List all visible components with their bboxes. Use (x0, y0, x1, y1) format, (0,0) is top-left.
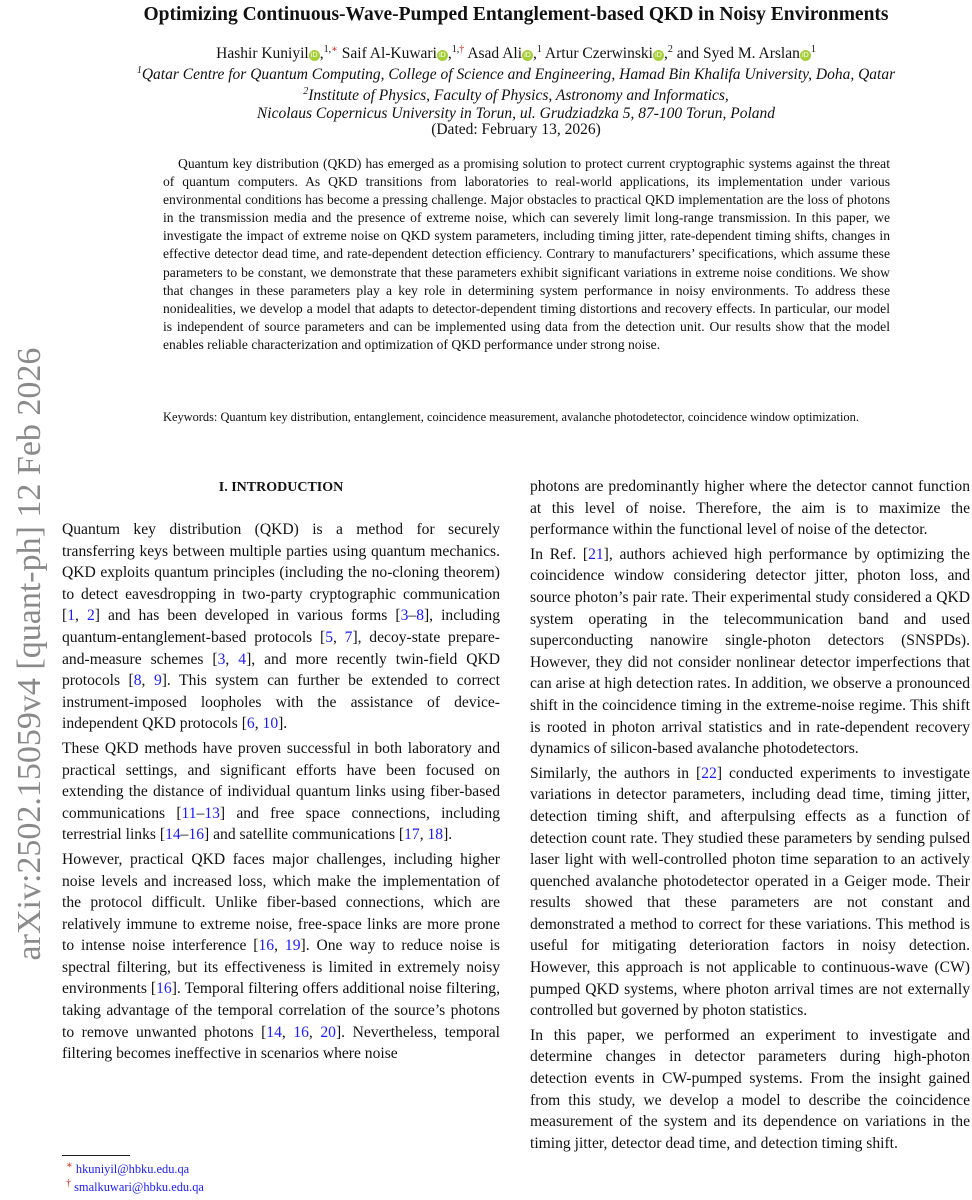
citation-link[interactable]: 14 (266, 1023, 282, 1041)
citation-link[interactable]: 10 (262, 715, 279, 733)
author: Artur Czerwinski iD ,$^2$ (544, 44, 673, 63)
right-column (530, 476, 970, 1157)
paragraph: These QKD methods have proven successful in both laboratory and practical settings, and significant efforts have been focused on extending the distance of individual quantum links using fiber-based communications [11–13] and free space connections, including terrestrial links [14–16] and satellite communications [17, 18]. (62, 739, 500, 844)
date-line: (Dated: February 13, 2026) (431, 121, 601, 138)
paragraph: However, practical QKD faces major challenges, including higher noise levels and increased loss, which make the implementation of the protocol difficult. Unlike fiber-based connections, which are relatively immune to extreme noise, free-space links are more prone to intense noise interference [16, 19]. One way to reduce noise is spectral filtering, but its effectiveness is limited in extremely noisy environments [16]. Temporal filtering offers additional noise filtering, taking advantage of the temporal correlation of the source’s photons to remove unwanted photons [14, 16, 20]. Nevertheless, temporal filtering becomes ineffective in scenarios where noise (62, 850, 501, 1063)
orcid-icon[interactable]: iD (653, 50, 664, 61)
citation-link[interactable]: 8 (133, 672, 142, 690)
paragraph: Quantum key distribution (QKD) is a method for securely transferring keys between multiple parties using quantum mechanics. QKD exploits quantum principles (including the no-cloning theorem) to detect eavesdropping in two-party cryptographic communication [1, 2] and has been developed in various forms [3–8], including quantum-entanglement-based protocols [5, 7], decoy-state prepare-and-measure schemes [3, 4], and more recently twin-field QKD protocols [8, 9]. This system can further be extended to correct instrument-imposed loopholes with the assistance of device-independent QKD protocols [6, 10]. (62, 521, 501, 733)
footnote: ∗ hkuniyil@hbku.edu.qa (66, 1160, 190, 1177)
citation-link[interactable]: 17 (404, 826, 420, 844)
author-list: Hashir Kuniyil iD ,$^{1,∗}$ Saif Al-Kuwari iD ,$^{1,\dagger}$ Asad Ali iD ,$^1$ Artur Czerwinski iD ,$^2$ and Syed M. Arslan $iD^1$ (216, 44, 816, 63)
left-column (62, 519, 500, 1068)
affiliation: Nicolaus Copernicus University in Torun, ul. Grudziadzka 5, 87-100 Torun, Poland (256, 105, 776, 122)
citation-link[interactable]: 19 (284, 937, 301, 955)
citation-link[interactable]: 13 (204, 804, 220, 822)
citation-link[interactable]: 1 (67, 607, 75, 625)
orcid-icon[interactable]: iD (522, 50, 533, 61)
citation-link[interactable]: 7 (344, 628, 353, 646)
citation-link[interactable]: 20 (320, 1023, 336, 1041)
citation-link[interactable]: 3 (400, 607, 409, 625)
citation-link[interactable]: 18 (427, 826, 444, 844)
citation-link[interactable]: 11 (181, 804, 197, 822)
citation-link[interactable]: 9 (153, 672, 162, 690)
orcid-icon[interactable]: iD (437, 50, 448, 61)
citation-link[interactable]: 8 (416, 607, 424, 625)
citation-link[interactable]: 3 (217, 650, 226, 668)
paragraph: In Ref. [21], authors achieved high performance by optimizing the coincidence window considering detector jitter, photon loss, and source photon’s pair rate. Their experimental study considered a QKD system operating in the telecommunication band and used superconducting nanowire single-photon detectors (SNSPDs). However, they did not consider nonlinear detector imperfections that can arise at high detection rates. In addition, we observe a pronounced shift in the coincidence timing in the extreme-noise regime. This shift is rooted in photon arrival statistics and in rate-dependent recovery dynamics of silicon-based avalanche photodetectors. (530, 545, 970, 758)
author: Saif Al-Kuwari iD ,$^{1,\dagger}$ (341, 44, 465, 63)
citation-link[interactable]: 14 (165, 826, 181, 844)
footnote: † smalkuwari@hbku.edu.qa (66, 1178, 204, 1195)
paragraph: In this paper, we performed an experiment to investigate and determine changes in detector parameters during high-photon detection events in CW-pumped systems. From the insight gained from this study, we develop a model to describe the coincidence measurement of the system and its dependence on variations in the timing jitter, detector dead time, and detection timing shift. (530, 1026, 970, 1152)
citation-link[interactable]: 16 (156, 980, 172, 998)
paragraph: photons are predominantly higher where the detector cannot function at this level of noise. Therefore, the aim is to maximize the performance within the functional level of noise of the detector. (530, 478, 970, 539)
author: Hashir Kuniyil iD ,$^{1,∗}$ (216, 44, 338, 63)
citation-link[interactable]: 2 (86, 607, 95, 625)
arxiv-identifier: arXiv:2502.15059v4 [quant-ph] 12 Feb 2026 (11, 347, 48, 961)
citation-link[interactable]: 16 (293, 1023, 309, 1041)
citation-link[interactable]: 22 (701, 764, 717, 782)
author: Asad Ali iD ,$^1$ (467, 44, 542, 63)
keywords: Keywords: Quantum key distribution, entanglement, coincidence measurement, avalanche photodetector, coincidence window optimization. (163, 410, 859, 424)
affiliation: $^2$Institute of Physics, Faculty of Physics, Astronomy and Informatics, (303, 86, 729, 105)
citation-link[interactable]: 16 (258, 937, 275, 955)
footnote-rule (62, 1155, 130, 1156)
citation-link[interactable]: 5 (325, 628, 333, 646)
paragraph: Similarly, the authors in [22] conducted experiments to investigate variations in detector parameters, including dead time, timing jitter, detection timing shift, and afterpulsing effects as a function of detection count rate. They studied these parameters by sending pulsed laser light with well-controlled photon time separation to an actively quenched avalanche photodetector operated in a Geiger mode. Their results showed that these parameters are not constant and demonstrated a method to correct for these variations. This method is useful for mitigating deterioration factors in noisy detection. However, this approach is not applicable to continuous-wave (CW) pumped QKD systems, where photon arrival times are not externally controlled but governed by photon statistics. (530, 764, 970, 1020)
affiliation: $^1$Qatar Centre for Quantum Computing, College of Science and Engineering, Hamad Bin Khalifa University, Doha, Qatar (136, 65, 896, 84)
orcid-icon[interactable]: iD (309, 50, 320, 61)
citation-link[interactable]: 16 (188, 826, 205, 844)
orcid-icon[interactable]: iD (800, 50, 811, 61)
section-heading: I. INTRODUCTION (218, 480, 344, 495)
email-link[interactable]: smalkuwari@hbku.edu.qa (74, 1180, 204, 1195)
citation-link[interactable]: 21 (588, 545, 604, 563)
author: Syed M. Arslan $iD^1$ (702, 44, 816, 63)
paper-title: Optimizing Continuous-Wave-Pumped Entanglement-based QKD in Noisy Environments (143, 4, 889, 25)
abstract: Quantum key distribution (QKD) has emerged as a promising solution to protect current cryptographic systems against the threat of quantum computers. As QKD transitions from laboratories to real-world applications, its implementation under various environmental conditions has become a pressing challenge. Major obstacles to practical QKD implementation are the loss of photons in the transmission media and the presence of extreme noise, which can severely limit long-range transmission. In this paper, we investigate the impact of extreme noise on QKD system parameters, including timing jitter, rate-dependent timing shifts, changes in effective detector dead time, and rate-dependent detection efficiency. Contrary to manufacturers’ specifications, which assume these parameters to be constant, we demonstrate that these parameters exhibit significant variations in extreme noise conditions. We show that changes in these parameters play a key role in determining system performance in noisy environments. To address these nonidealities, we develop a model that adapts to detector-dependent timing distortions and recovery effects. In particular, our model is independent of source parameters and can be implemented using data from the detection unit. Our results show that the model enables reliable characterization and optimization of QKD performance under strong noise. (163, 156, 890, 352)
email-link[interactable]: hkuniyil@hbku.edu.qa (75, 1162, 190, 1177)
citation-link[interactable]: 6 (246, 715, 255, 733)
citation-link[interactable]: 4 (238, 650, 247, 668)
